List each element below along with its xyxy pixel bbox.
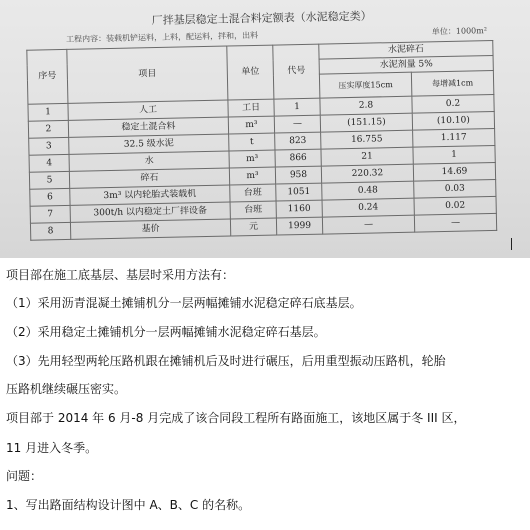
cell-thickness-15cm: 0.48 (322, 181, 414, 200)
cell-seq: 6 (30, 188, 70, 206)
cell-thickness-15cm: 2.8 (320, 96, 412, 115)
header-unit: 单位 (227, 45, 274, 100)
header-subgroup: 水泥剂量 5% (319, 55, 493, 74)
quota-table (26, 40, 497, 241)
cell-thickness-15cm: 0.24 (322, 198, 414, 217)
header-group: 水泥碎石 (319, 40, 493, 59)
cell-seq: 7 (30, 205, 70, 223)
unit-label: 单位：1000m² (431, 26, 488, 37)
cell-item: 稳定土混合料 (68, 117, 228, 137)
cell-unit: 元 (230, 218, 276, 236)
cell-item: 基价 (70, 219, 230, 239)
photo-content (1, 0, 506, 257)
paragraph-methods-intro: 项目部在施工底基层、基层时采用方法有： (6, 268, 235, 282)
cell-thickness-15cm: 16.755 (321, 130, 413, 149)
cell-code: 958 (275, 166, 321, 184)
cell-unit: m³ (229, 167, 275, 185)
header-col1: 压实厚度15cm (319, 72, 411, 98)
cell-thickness-15cm: (151.15) (320, 113, 412, 132)
cell-seq: 4 (29, 154, 69, 172)
cell-code: 1051 (276, 183, 322, 201)
cell-code: 823 (275, 132, 321, 150)
cell-per-1cm: 1.117 (413, 128, 495, 147)
cell-unit: m³ (228, 116, 274, 134)
cell-seq: 2 (28, 120, 68, 138)
cell-thickness-15cm: 21 (321, 147, 413, 166)
header-seq: 序号 (27, 49, 68, 104)
cell-item: 人工 (68, 100, 228, 120)
cell-item: 300t/h 以内稳定土厂拌设备 (70, 202, 230, 222)
header-item: 项目 (67, 46, 228, 103)
cell-code: 1160 (276, 200, 322, 218)
cell-per-1cm: 14.69 (413, 162, 495, 181)
cell-code: 1999 (276, 217, 322, 235)
cell-item: 3m³ 以内轮胎式装载机 (70, 185, 230, 205)
cell-seq: 1 (28, 103, 68, 121)
cell-per-1cm: 1 (413, 145, 495, 164)
header-col2: 每增减1cm (411, 70, 494, 96)
cell-seq: 3 (29, 137, 69, 155)
cell-per-1cm: (10.10) (412, 111, 494, 130)
cell-per-1cm: 0.02 (414, 196, 496, 215)
paragraph-method-1: （1）采用沥青混凝土摊铺机分一层两幅摊铺水泥稳定碎石底基层。 (6, 296, 362, 310)
paragraph-schedule-line1: 项目部于 2014 年 6 月-8 月完成了该合同段工程所有路面施工，该地区属于冬 III 区， (6, 411, 466, 425)
cell-per-1cm: — (414, 213, 496, 232)
cell-item: 水 (69, 151, 229, 171)
quota-table-photo (0, 0, 530, 258)
paragraph-method-3-line2: 压路机继续碾压密实。 (6, 382, 127, 396)
cell-unit: 台班 (230, 201, 276, 219)
cell-seq: 8 (30, 222, 70, 240)
question-1: 1、写出路面结构设计图中 A、B、C 的名称。 (6, 498, 251, 512)
cell-seq: 5 (29, 171, 69, 189)
work-content: 工程内容：装载机铲运料，上料，配运料，拌和，出料 (66, 30, 259, 44)
cell-code: 1 (274, 98, 320, 116)
table-title: 厂拌基层稳定土混合料定额表（水泥稳定类） (151, 9, 372, 28)
quota-table-body (28, 94, 497, 240)
paragraph-method-3-line1: （3）先用轻型两轮压路机跟在摊铺机后及时进行碾压，后用重型振动压路机，轮胎 (6, 354, 446, 368)
cell-item: 碎石 (69, 168, 229, 188)
cell-thickness-15cm: 220.32 (321, 164, 413, 183)
cell-unit: t (229, 133, 275, 151)
paragraph-method-2: （2）采用稳定土摊铺机分一层两幅摊铺水泥稳定碎石基层。 (6, 325, 326, 339)
header-code: 代号 (273, 44, 320, 99)
cell-code: 866 (275, 149, 321, 167)
cell-item: 32.5 级水泥 (69, 134, 229, 154)
cell-unit: 工日 (228, 99, 274, 117)
text-cursor (511, 238, 512, 250)
cell-per-1cm: 0.03 (414, 179, 496, 198)
paragraph-schedule-line2: 11 月进入冬季。 (6, 441, 98, 455)
cell-unit: 台班 (230, 184, 276, 202)
cell-thickness-15cm: — (322, 215, 414, 234)
question-label: 问题： (6, 469, 43, 483)
cell-unit: m³ (229, 150, 275, 168)
cell-per-1cm: 0.2 (412, 94, 494, 113)
cell-code: — (274, 115, 320, 133)
